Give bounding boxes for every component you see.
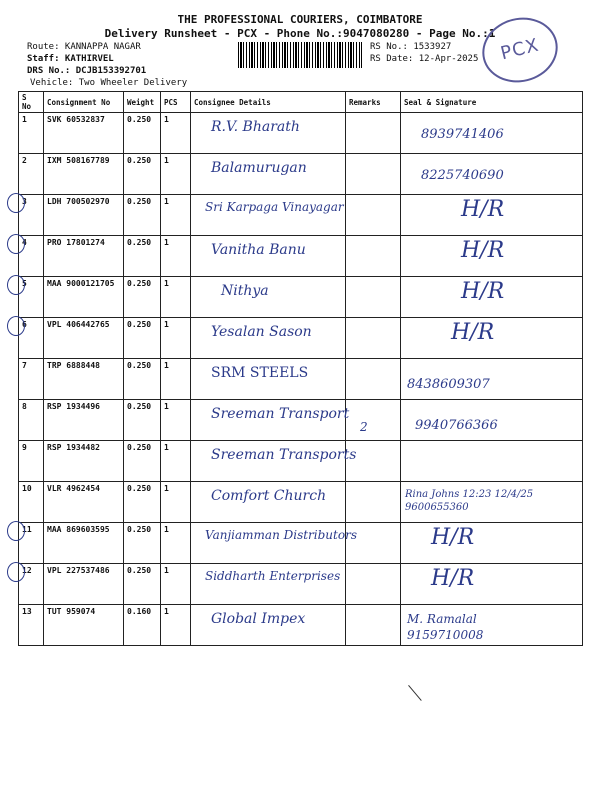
col-sno: S No bbox=[19, 92, 44, 113]
barcode-image bbox=[238, 42, 362, 68]
signature-handwriting: 9940766366 bbox=[415, 418, 498, 433]
row-pcs: 1 bbox=[161, 605, 191, 646]
signature-handwriting: 8438609307 bbox=[407, 377, 490, 392]
consignee-handwriting: Vanitha Banu bbox=[211, 242, 306, 258]
col-consignment: Consignment No bbox=[44, 92, 124, 113]
row-pcs: 1 bbox=[161, 154, 191, 195]
row-signature bbox=[401, 482, 583, 523]
row-consignee bbox=[191, 318, 346, 359]
row-sno: 11 bbox=[19, 523, 44, 564]
row-signature bbox=[401, 277, 583, 318]
consignee-handwriting: SRM STEELS bbox=[211, 365, 309, 381]
row-pcs: 1 bbox=[161, 277, 191, 318]
row-consignee bbox=[191, 277, 346, 318]
consignee-handwriting: R.V. Bharath bbox=[211, 119, 300, 135]
stray-pen-mark bbox=[391, 685, 421, 715]
row-signature bbox=[401, 441, 583, 482]
signature-handwriting: H/R bbox=[461, 279, 505, 304]
table-row bbox=[19, 400, 583, 441]
signature-handwriting: H/R bbox=[461, 197, 505, 222]
table-row bbox=[19, 359, 583, 400]
row-signature bbox=[401, 564, 583, 605]
table-row bbox=[19, 195, 583, 236]
col-signature: Seal & Signature bbox=[401, 92, 583, 113]
table-row bbox=[19, 113, 583, 154]
route-text: Route: KANNAPPA NAGAR bbox=[27, 42, 141, 52]
row-pcs: 1 bbox=[161, 441, 191, 482]
signature-handwriting: H/R bbox=[451, 320, 495, 345]
vehicle-text: Vehicle: Two Wheeler Delivery bbox=[30, 78, 188, 88]
row-pcs: 1 bbox=[161, 564, 191, 605]
table-row bbox=[19, 564, 583, 605]
row-pcs: 1 bbox=[161, 318, 191, 359]
row-weight: 0.250 bbox=[124, 318, 161, 359]
consignee-handwriting: Sri Karpaga Vinayagar bbox=[205, 200, 344, 214]
staff-text: Staff: KATHIRVEL bbox=[27, 54, 114, 64]
row-consignment: MAA 869603595 bbox=[44, 523, 124, 564]
row-sno: 1 bbox=[19, 113, 44, 154]
row-remarks bbox=[346, 523, 401, 564]
signature-handwriting: Rina Johns 12:23 12/4/25 9600655360 bbox=[405, 489, 534, 513]
row-consignment: PRO 17801274 bbox=[44, 236, 124, 277]
signature-handwriting: H/R bbox=[431, 566, 475, 591]
row-pcs: 1 bbox=[161, 236, 191, 277]
mark-circle bbox=[7, 275, 25, 295]
row-weight: 0.250 bbox=[124, 400, 161, 441]
table-row bbox=[19, 318, 583, 359]
runsheet-table bbox=[18, 91, 583, 646]
consignee-handwriting: Sreeman Transports bbox=[211, 447, 357, 463]
row-consignment: RSP 1934482 bbox=[44, 441, 124, 482]
row-weight: 0.250 bbox=[124, 359, 161, 400]
company-title: THE PROFESSIONAL COURIERS, COIMBATORE bbox=[177, 13, 423, 26]
rs-number: RS No.: 1533927 bbox=[370, 42, 452, 52]
row-consignee bbox=[191, 523, 357, 564]
row-consignee bbox=[191, 154, 346, 195]
table-header-row bbox=[19, 92, 583, 113]
row-consignment: VPL 406442765 bbox=[44, 318, 124, 359]
consignee-handwriting: Comfort Church bbox=[211, 488, 327, 504]
row-sno: 3 bbox=[19, 195, 44, 236]
row-sno: 13 bbox=[19, 605, 44, 646]
signature-handwriting: 8939741406 bbox=[421, 127, 504, 142]
drs-number: DRS No.: DCJB153392701 bbox=[27, 66, 147, 76]
table-row bbox=[19, 482, 583, 523]
col-remarks: Remarks bbox=[346, 92, 401, 113]
row-weight: 0.250 bbox=[124, 154, 161, 195]
row-weight: 0.250 bbox=[124, 236, 161, 277]
row-consignment: VPL 227537486 bbox=[44, 564, 124, 605]
consignee-handwriting: Global Impex bbox=[211, 611, 306, 627]
row-pcs: 1 bbox=[161, 400, 191, 441]
row-remarks bbox=[346, 564, 401, 605]
mark-circle bbox=[7, 234, 25, 254]
row-consignment: TRP 6888448 bbox=[44, 359, 124, 400]
row-weight: 0.250 bbox=[124, 564, 161, 605]
table-row bbox=[19, 605, 583, 646]
consignee-handwriting: Balamurugan bbox=[211, 160, 307, 176]
row-weight: 0.250 bbox=[124, 277, 161, 318]
consignee-handwriting: Vanjiamman Distributors bbox=[205, 528, 357, 542]
row-pcs: 1 bbox=[161, 195, 191, 236]
row-sno: 8 bbox=[19, 400, 44, 441]
row-remarks bbox=[346, 359, 401, 400]
row-sno: 6 bbox=[19, 318, 44, 359]
row-consignee bbox=[191, 113, 346, 154]
row-pcs: 1 bbox=[161, 113, 191, 154]
runsheet-subtitle: Delivery Runsheet - PCX - Phone No.:9047080280 - Page No.:1 bbox=[104, 27, 496, 40]
row-remarks bbox=[346, 277, 401, 318]
row-remarks bbox=[346, 236, 401, 277]
row-consignee bbox=[191, 359, 346, 400]
row-signature bbox=[401, 195, 583, 236]
row-sno: 4 bbox=[19, 236, 44, 277]
row-signature bbox=[401, 318, 583, 359]
row-weight: 0.160 bbox=[124, 605, 161, 646]
row-consignee bbox=[191, 236, 346, 277]
mark-circle bbox=[7, 521, 25, 541]
row-consignment: LDH 700502970 bbox=[44, 195, 124, 236]
row-signature bbox=[401, 523, 583, 564]
row-consignment: RSP 1934496 bbox=[44, 400, 124, 441]
row-consignee bbox=[191, 564, 346, 605]
row-sno: 12 bbox=[19, 564, 44, 605]
remarks-handwriting: 2 bbox=[360, 420, 368, 434]
signature-handwriting: H/R bbox=[461, 238, 505, 263]
row-consignee bbox=[191, 482, 346, 523]
row-consignment: IXM 508167789 bbox=[44, 154, 124, 195]
consignee-handwriting: Sreeman Transport bbox=[211, 406, 350, 422]
consignee-handwriting: Siddharth Enterprises bbox=[205, 569, 341, 583]
signature-handwriting: M. Ramalal 9159710008 bbox=[407, 612, 484, 642]
row-weight: 0.250 bbox=[124, 523, 161, 564]
row-weight: 0.250 bbox=[124, 482, 161, 523]
row-signature bbox=[401, 400, 583, 441]
row-pcs: 1 bbox=[161, 359, 191, 400]
row-remarks bbox=[346, 318, 401, 359]
row-weight: 0.250 bbox=[124, 441, 161, 482]
signature-handwriting: H/R bbox=[431, 525, 475, 550]
row-consignee bbox=[191, 195, 346, 236]
row-signature bbox=[401, 605, 583, 646]
signature-handwriting: 8225740690 bbox=[421, 168, 504, 183]
row-consignee bbox=[191, 441, 357, 482]
rs-date: RS Date: 12-Apr-2025 bbox=[370, 54, 479, 64]
row-sno: 7 bbox=[19, 359, 44, 400]
row-weight: 0.250 bbox=[124, 113, 161, 154]
row-remarks bbox=[346, 605, 401, 646]
row-remarks bbox=[346, 482, 401, 523]
row-consignee bbox=[191, 605, 346, 646]
row-consignee bbox=[191, 400, 350, 441]
table-row bbox=[19, 441, 583, 482]
row-signature bbox=[401, 359, 583, 400]
row-sno: 10 bbox=[19, 482, 44, 523]
row-remarks bbox=[346, 195, 401, 236]
mark-circle bbox=[7, 562, 25, 582]
row-sno: 9 bbox=[19, 441, 44, 482]
pcx-stamp: PCX bbox=[475, 10, 564, 90]
row-signature bbox=[401, 154, 583, 195]
row-remarks bbox=[346, 113, 401, 154]
row-consignment: TUT 959074 bbox=[44, 605, 124, 646]
row-remarks bbox=[346, 400, 401, 441]
row-sno: 5 bbox=[19, 277, 44, 318]
row-consignment: SVK 60532837 bbox=[44, 113, 124, 154]
row-pcs: 1 bbox=[161, 523, 191, 564]
table-row bbox=[19, 523, 583, 564]
row-signature bbox=[401, 236, 583, 277]
table-row bbox=[19, 277, 583, 318]
table-row bbox=[19, 154, 583, 195]
mark-circle bbox=[7, 193, 25, 213]
row-consignment: VLR 4962454 bbox=[44, 482, 124, 523]
col-consignee: Consignee Details bbox=[191, 92, 346, 113]
row-remarks bbox=[346, 441, 401, 482]
row-sno: 2 bbox=[19, 154, 44, 195]
col-pcs: PCS bbox=[161, 92, 191, 113]
mark-circle bbox=[7, 316, 25, 336]
row-weight: 0.250 bbox=[124, 195, 161, 236]
row-signature bbox=[401, 113, 583, 154]
table-row bbox=[19, 236, 583, 277]
consignee-handwriting: Nithya bbox=[221, 283, 269, 299]
row-pcs: 1 bbox=[161, 482, 191, 523]
row-remarks bbox=[346, 154, 401, 195]
col-weight: Weight bbox=[124, 92, 161, 113]
consignee-handwriting: Yesalan Sason bbox=[211, 324, 312, 340]
row-consignment: MAA 9000121705 bbox=[44, 277, 124, 318]
